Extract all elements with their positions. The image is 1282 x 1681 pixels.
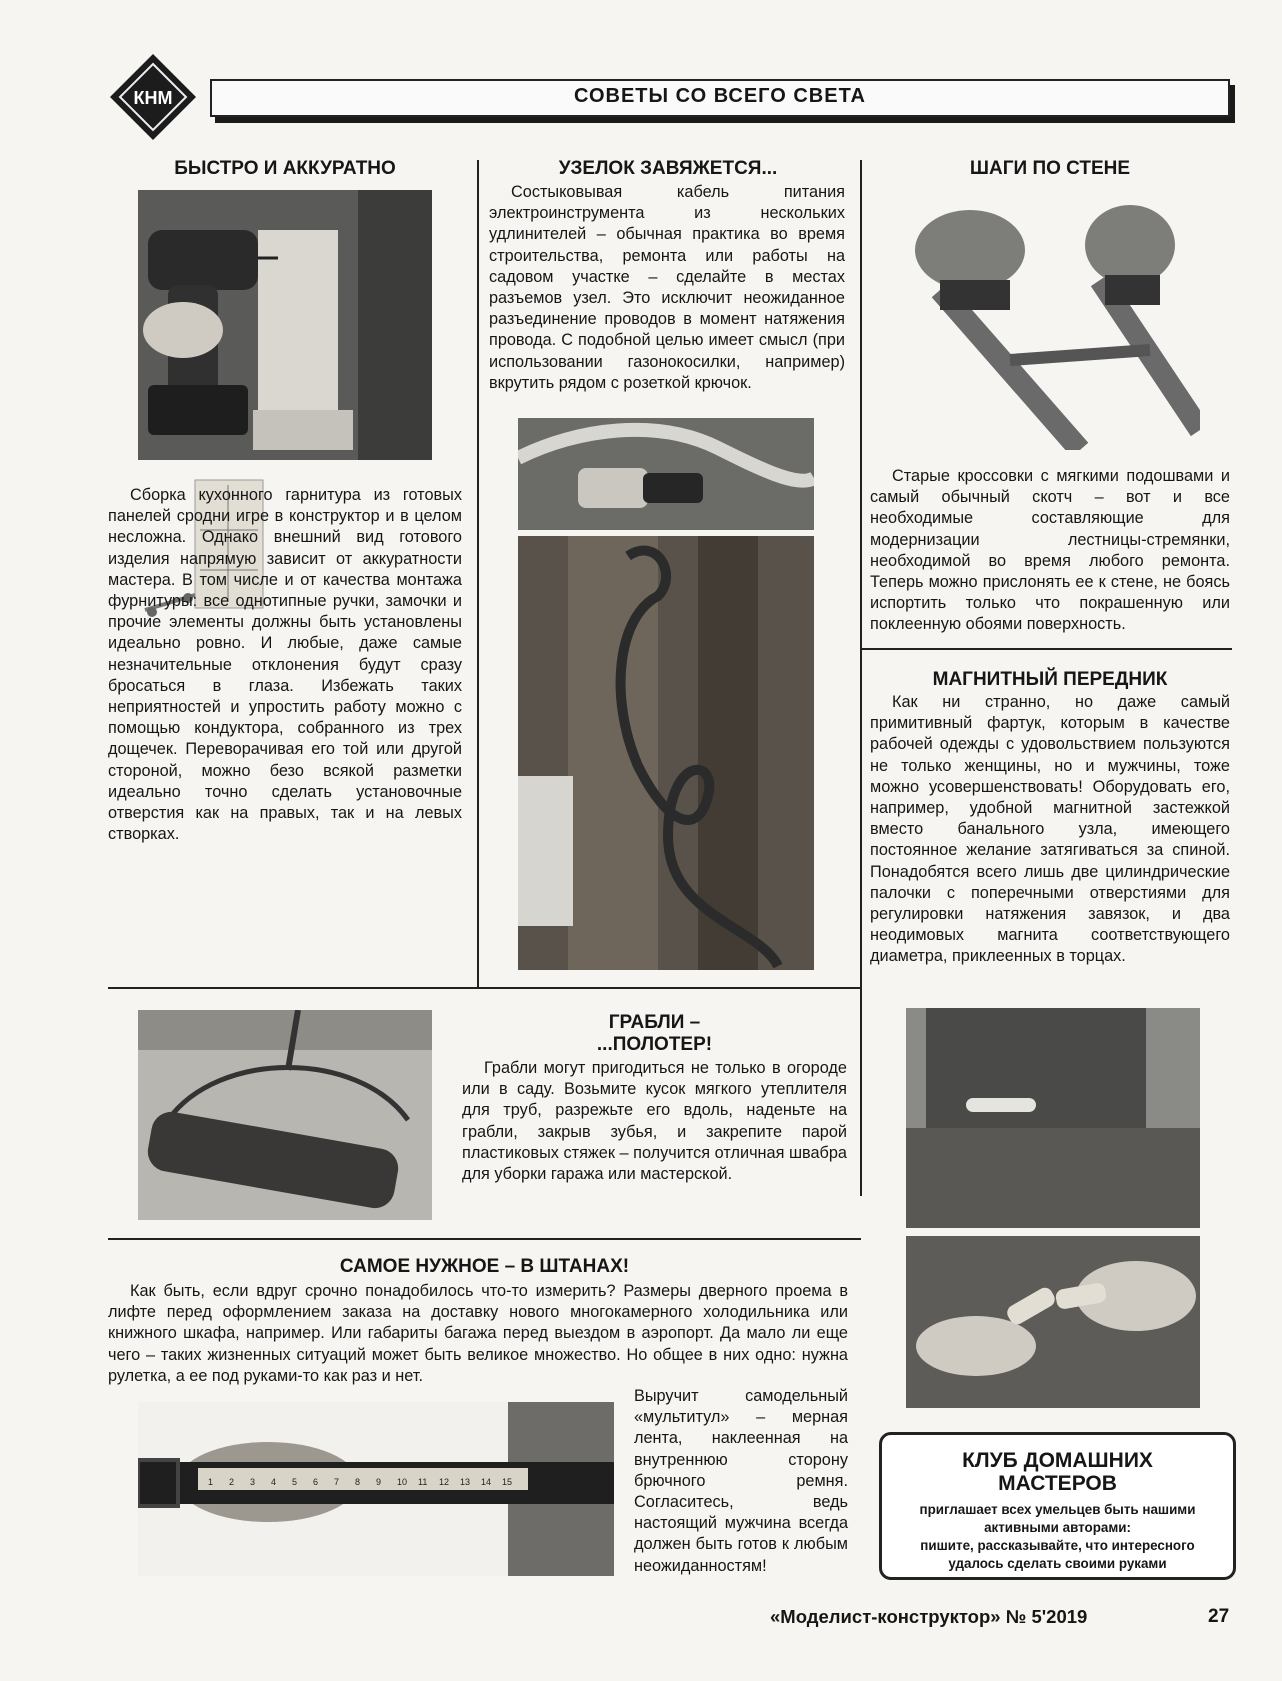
ruler-mark: 8: [355, 1477, 361, 1487]
club-box: [879, 1432, 1236, 1580]
ruler-mark: 3: [250, 1477, 256, 1487]
article-title-quick: БЫСТРО И АККУРАТНО: [174, 158, 396, 179]
article-title-knot: УЗЕЛОК ЗАВЯЖЕТСЯ...: [558, 158, 778, 179]
ruler-mark: 13: [460, 1477, 471, 1487]
cable-plug-photo: [518, 418, 814, 530]
ruler-mark: 9: [376, 1477, 382, 1487]
logo-letters: КНМ: [133, 88, 173, 108]
article-text-pants-top-body: Как быть, если вдруг срочно понадобилось что-то измерить? Размеры дверного проема в лифте перед оформлением заказа на доставку нового многокамерного холодильника или книжного шкафа, например. Или габариты багажа перед выездом в аэропорт. Да мало ли еще чего – таких жизненных ситуаций может быть великое множество. Но общее в них одно: нужна рулетка, а ее под руками-то как раз и нет.: [108, 1282, 848, 1385]
article-text-knot: [489, 182, 845, 394]
article-text-apron-body: Как ни странно, но даже самый примитивный фартук, которым в качестве рабочей одежды с удовольствием пользуются не только женщины, но и мужчины, тоже можно усовершенствовать! Оборудовать его, например, удобной магнитной застежкой вместо банального узла, имеющего постоянное желание затягиваться за спиной. Понадобятся всего лишь две цилиндрические палочки с поперечными отверстиями для регулировки натяжения завязок, и два неодимовых магнита соответствующего диаметра, приклеенных в торцах.: [870, 693, 1230, 966]
article-text-quick: [108, 485, 462, 845]
ruler-mark: 12: [439, 1477, 450, 1487]
club-title-2: МАСТЕРОВ: [998, 1472, 1117, 1495]
rake-mop-photo: [138, 1010, 432, 1220]
article-text-steps-body: Старые кроссовки с мягкими подошвами и самый обычный скотч – вот и все необходимые составляющие для модернизации лестницы-стремянки, необходимой во время любого ремонта. Теперь можно прислонять ее к стене, не боясь испортить только что покрашенную или поклеенную обоями поверхность.: [870, 467, 1230, 634]
club-subtitle-4: удалось сделать своими руками: [948, 1556, 1167, 1571]
article-text-rake-body: Грабли могут пригодиться не только в огороде или в саду. Возьмите кусок мягкого утеплителя для труб, разрежьте его вдоль, наденьте на грабли, закрыв зубья, и закрепите парой пластиковых стяжек – получится отличная швабра для уборки гаража или мастерской.: [462, 1059, 847, 1184]
magnet-sticks-photo: [906, 1236, 1200, 1408]
article-title-steps: ШАГИ ПО СТЕНЕ: [969, 158, 1131, 179]
ruler-mark: 10: [397, 1477, 408, 1487]
ladder-sneakers-photo: [900, 190, 1200, 450]
article-title-rake-1: ГРАБЛИ –: [608, 1012, 701, 1033]
article-text-pants-side: [634, 1386, 848, 1577]
ruler-mark: 7: [334, 1477, 340, 1487]
column-divider: [860, 160, 862, 1196]
ruler-mark: 1: [208, 1477, 214, 1487]
club-subtitle-2: активными авторами:: [984, 1520, 1131, 1535]
ruler-mark: 15: [502, 1477, 513, 1487]
club-subtitle-1: приглашает всех умельцев быть нашими: [919, 1502, 1196, 1517]
article-text-pants-top: [108, 1281, 848, 1387]
apron-back-photo: [906, 1008, 1200, 1228]
column-divider: [477, 160, 479, 988]
ruler-ticks: [208, 1477, 512, 1487]
magazine-logo: [108, 52, 198, 142]
drill-jig-photo: [138, 190, 432, 460]
magazine-issue: «Моделист-конструктор» № 5'2019: [770, 1606, 1088, 1627]
ruler-mark: 14: [481, 1477, 492, 1487]
article-text-rake: [462, 1058, 847, 1185]
article-text-apron: [870, 692, 1230, 968]
ruler-mark: 11: [418, 1477, 428, 1487]
ruler-mark: 6: [313, 1477, 319, 1487]
club-subtitle-3: пишите, рассказывайте, что интересного: [920, 1538, 1195, 1553]
article-title-apron: МАГНИТНЫЙ ПЕРЕДНИК: [932, 669, 1168, 690]
section-divider: [108, 987, 861, 989]
section-divider: [860, 648, 1232, 650]
article-title-rake-2: ...ПОЛОТЕР!: [596, 1034, 713, 1055]
article-text-pants-side-body: Выручит самодельный «мультитул» – мерная лента, наклеенная на внутреннюю сторону брючного ремня. Согласитесь, ведь настоящий мужчина всегда должен быть готов к любым неожиданностям!: [634, 1387, 848, 1575]
hook-knot-photo: [518, 536, 814, 970]
section-banner: [210, 79, 1230, 117]
page-number: 27: [1208, 1606, 1230, 1627]
belt-tape-photo: [138, 1402, 614, 1576]
article-text-knot-body: Состыковывая кабель питания электроинструмента из нескольких удлинителей – обычная практика во время строительства, ремонта или работы на садовом участке – сделайте в местах разъемов узел. Это исключит неожиданное разъединение проводов в момент натяжения провода. С подобной целью имеет смысл (при использовании газонокосилки, например) вкрутить рядом с розеткой крючок.: [489, 183, 845, 392]
ruler-mark: 2: [229, 1477, 235, 1487]
ruler-mark: 5: [292, 1477, 298, 1487]
article-text-quick-body: Сборка кухонного гарнитура из готовых панелей сродни игре в конструктор и в целом несложна. Однако внешний вид готового изделия напрямую зависит от аккуратности мастера. В том числе и от качества монтажа фурнитуры: все однотипные ручки, замочки и прочие элементы должны быть установлены идеально ровно. И любые, даже самые незначительные отклонения будут сразу бросаться в глаза. Избежать таких неприятностей и упростить работу можно с помощью кондуктора, собранного из трех дощечек. Переворачивая его той или другой стороной, можно безо всякой разметки идеально точно сделать установочные отверстия как на правых, так и на левых створках.: [108, 486, 462, 844]
article-text-steps: [870, 466, 1230, 636]
section-title: СОВЕТЫ СО ВСЕГО СВЕТА: [574, 85, 866, 107]
club-title-1: КЛУБ ДОМАШНИХ: [962, 1449, 1153, 1472]
section-divider: [108, 1238, 861, 1240]
ruler-mark: 4: [271, 1477, 277, 1487]
article-title-pants: САМОЕ НУЖНОЕ – В ШТАНАХ!: [339, 1256, 630, 1277]
